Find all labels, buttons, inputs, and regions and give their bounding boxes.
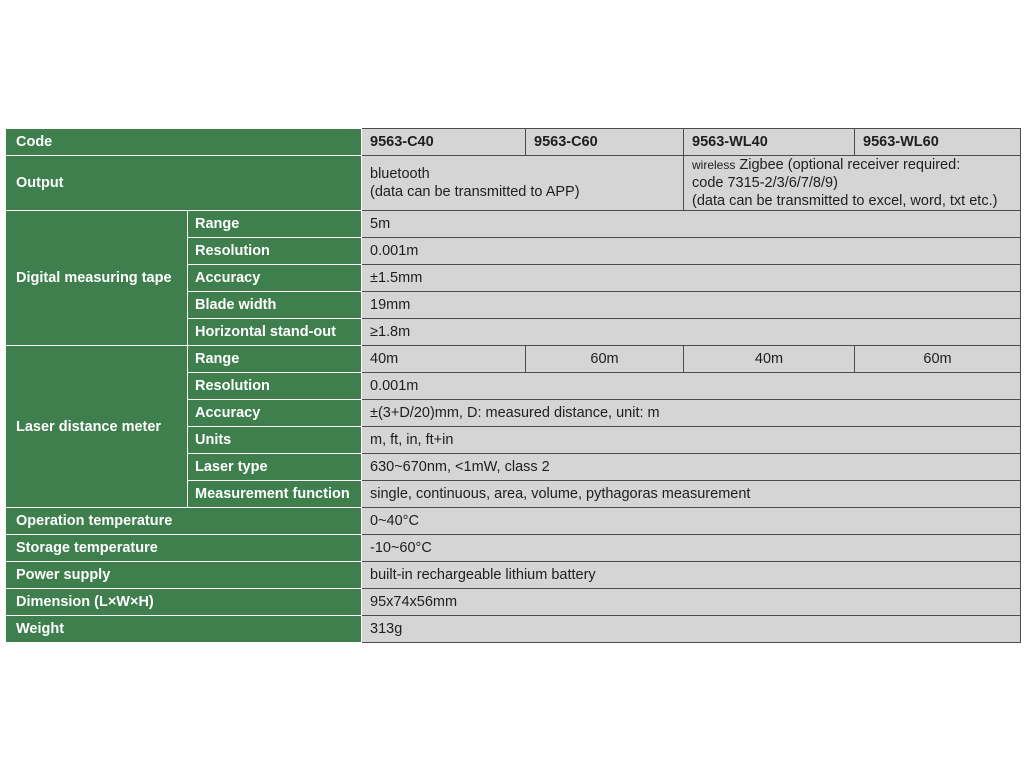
model-c40: 9563-C40 bbox=[362, 129, 526, 156]
laser-row bbox=[6, 346, 1021, 373]
general-row bbox=[6, 562, 1021, 589]
weight-label: Weight bbox=[6, 616, 362, 643]
laser-range-label: Range bbox=[188, 346, 362, 373]
model-wl60: 9563-WL60 bbox=[855, 129, 1021, 156]
laser-group-label: Laser distance meter bbox=[6, 346, 188, 508]
bluetooth-line-1: bluetooth bbox=[370, 166, 430, 182]
general-row bbox=[6, 589, 1021, 616]
laser-range-wl60: 60m bbox=[855, 346, 1021, 373]
laser-type-value: 630~670nm, <1mW, class 2 bbox=[362, 454, 1021, 481]
code-label: Code bbox=[6, 129, 362, 156]
bluetooth-line-2: (data can be transmitted to APP) bbox=[370, 184, 580, 200]
power-supply-label: Power supply bbox=[6, 562, 362, 589]
laser-function-label: Measurement function bbox=[188, 481, 362, 508]
dimension-value: 95x74x56mm bbox=[362, 589, 1021, 616]
output-zigbee bbox=[684, 156, 1021, 211]
laser-accuracy-value: ±(3+D/20)mm, D: measured distance, unit: m bbox=[362, 400, 1021, 427]
general-row bbox=[6, 508, 1021, 535]
tape-row bbox=[6, 211, 1021, 238]
tape-group-label: Digital measuring tape bbox=[6, 211, 188, 346]
general-row bbox=[6, 535, 1021, 562]
code-row bbox=[6, 129, 1021, 156]
tape-range-label: Range bbox=[188, 211, 362, 238]
weight-value: 313g bbox=[362, 616, 1021, 643]
storage-temp-label: Storage temperature bbox=[6, 535, 362, 562]
tape-standout-label: Horizontal stand-out bbox=[188, 319, 362, 346]
spec-table bbox=[5, 128, 1021, 643]
general-row bbox=[6, 616, 1021, 643]
power-supply-value: built-in rechargeable lithium battery bbox=[362, 562, 1021, 589]
tape-range-value: 5m bbox=[362, 211, 1021, 238]
dimension-label: Dimension (L×W×H) bbox=[6, 589, 362, 616]
laser-range-wl40: 40m bbox=[684, 346, 855, 373]
tape-resolution-value: 0.001m bbox=[362, 238, 1021, 265]
laser-resolution-label: Resolution bbox=[188, 373, 362, 400]
zigbee-line-2: code 7315-2/3/6/7/8/9) bbox=[692, 175, 838, 191]
laser-range-c60: 60m bbox=[526, 346, 684, 373]
tape-accuracy-label: Accuracy bbox=[188, 265, 362, 292]
laser-resolution-value: 0.001m bbox=[362, 373, 1021, 400]
zigbee-line-3: (data can be transmitted to excel, word, txt etc.) bbox=[692, 193, 998, 209]
output-label: Output bbox=[6, 156, 362, 211]
laser-units-value: m, ft, in, ft+in bbox=[362, 427, 1021, 454]
operation-temp-label: Operation temperature bbox=[6, 508, 362, 535]
model-wl40: 9563-WL40 bbox=[684, 129, 855, 156]
laser-function-value: single, continuous, area, volume, pythagoras measurement bbox=[362, 481, 1021, 508]
zigbee-prefix: wireless bbox=[692, 158, 736, 172]
tape-blade-width-label: Blade width bbox=[188, 292, 362, 319]
zigbee-line-1 bbox=[692, 156, 1012, 174]
storage-temp-value: -10~60°C bbox=[362, 535, 1021, 562]
laser-type-label: Laser type bbox=[188, 454, 362, 481]
operation-temp-value: 0~40°C bbox=[362, 508, 1021, 535]
laser-units-label: Units bbox=[188, 427, 362, 454]
zigbee-line-1-text: Zigbee (optional receiver required: bbox=[739, 157, 961, 173]
tape-accuracy-value: ±1.5mm bbox=[362, 265, 1021, 292]
model-c60: 9563-C60 bbox=[526, 129, 684, 156]
output-bluetooth bbox=[362, 156, 684, 211]
tape-standout-value: ≥1.8m bbox=[362, 319, 1021, 346]
tape-resolution-label: Resolution bbox=[188, 238, 362, 265]
output-row bbox=[6, 156, 1021, 211]
tape-blade-width-value: 19mm bbox=[362, 292, 1021, 319]
laser-range-c40: 40m bbox=[362, 346, 526, 373]
laser-accuracy-label: Accuracy bbox=[188, 400, 362, 427]
